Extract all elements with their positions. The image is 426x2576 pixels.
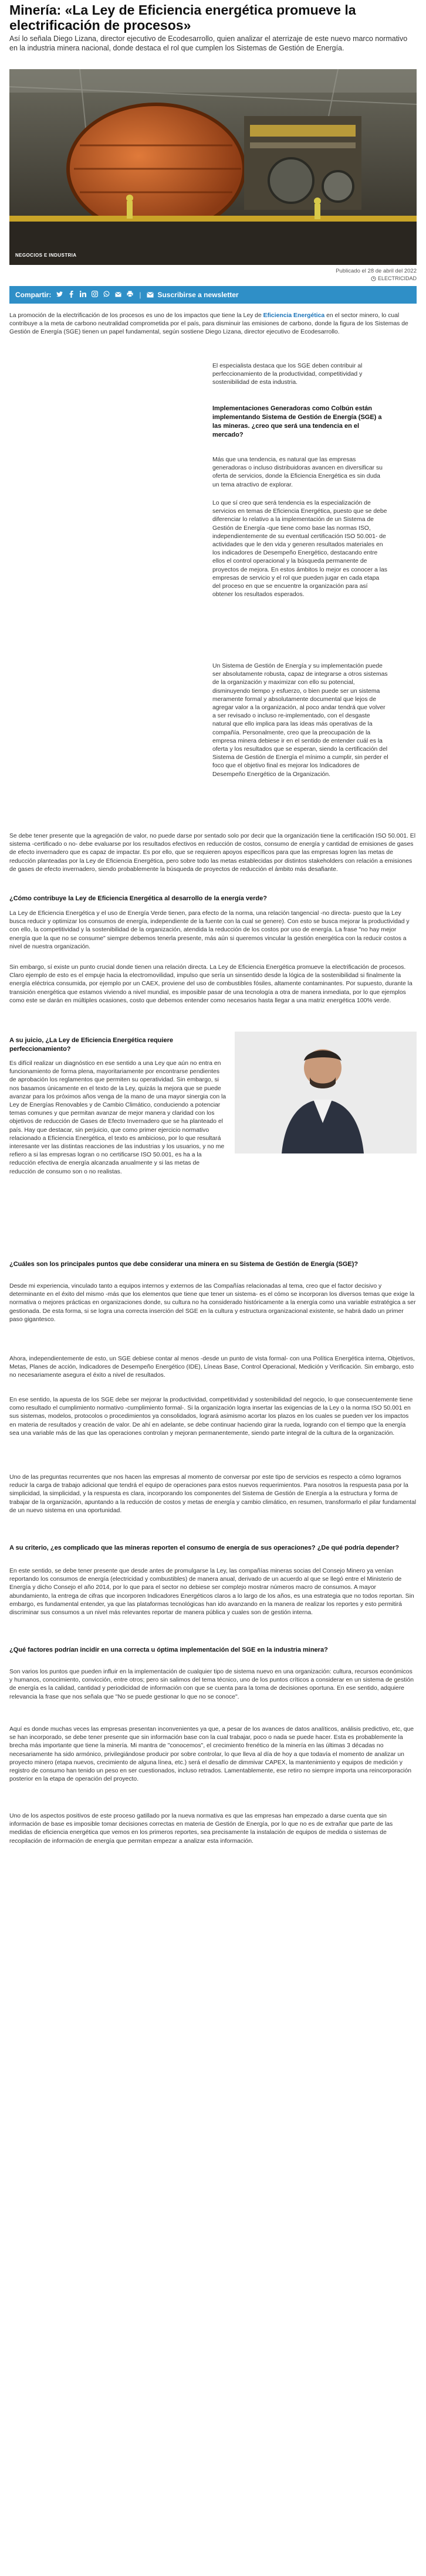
- paragraph-trend: Más que una tendencia, es natural que las empresas generadoras o incluso distribuidoras avancen en diversificar su oferta de servicios, donde la Eficiencia Energética es sin duda un tema atractivo de explorar.: [212, 457, 383, 488]
- instagram-icon[interactable]: [91, 291, 98, 299]
- paragraph-sge-implementation: Un Sistema de Gestión de Energía y su implementación puede ser absolutamente robusta, capaz de integrarse a otros sistemas de la organización y maximizar con ello su potencial, disminuyendo tiempo y esfuerzo, o bien puede ser un sistema meramente formal y absolutamente documental que lejos de agregar valor a la organización, al poco andar tendrá que volver a ser revisado o incluso re-implementado, con el desgaste natural que ello implica para las ideas más operativas de la compañía. Personalmente, creo que la preocupación de la empresa minera debiese ir en el sentido de entender cuál es la oferta y los resultados que se esperan, siendo la certificación del Sistema de Gestión de Energía el mínimo a cumplir, sin perder el foco que el objetivo final es mejorar los Indicadores de Desempeño Energético de la Organización.: [212, 663, 388, 778]
- paragraph-information-gap: Aquí es donde muchas veces las empresas presentan inconvenientes ya que, a pesar de los avances de datos analíticos, análisis predictivo, etc, que se han incorporado, se debe tener presente que sin información base con la cual trabajar, poco o nada se puede hacer. Esta es probablemente la brecha más importante que tiene la minería. Mi mantra de "conocemos", el crecimiento frenético de la minería en las últimas 3 décadas no necesariamente ha sido armónico, privilegiándose producir por sobre controlar, lo que lleva al día de hoy a que todavía el momento de analizar un proyecto minero (etapa nuevos, crecimiento de alguna línea, etc.) será el desafío de dimmivar CAPEX, la mantenimiento y equipos de medición y registro de consumo han tenido un peso en ser cuestionados, incluso retrados. Lamentablemente, ese retiro no siempre importa una reincorporación posterior en la etapa de operación del proyecto.: [9, 1726, 414, 1783]
- image-caption: NEGOCIOS E INDUSTRIA: [15, 253, 77, 258]
- paragraph-workload: Uno de las preguntas recurrentes que nos hacen las empresas al momento de conversar por este tipo de servicios es respecto a cómo lograrnos reducir la carga de trabajo adicional que tendrá el equipo de operaciones para estos nuevos requerimientos. Para nosotros la respuesta pasa por la simplicidad, la simplicidad, y la respuesta es clara, incorporando los componentes del Sistema de Gestión de Energía a la estructura y forma de trabajar de la organización, apuntando a la reducción de costos y metas de energía y cambio climático, en resumen, transformarlo el pilar fundamental de un nuevo sistema en una oportunidad.: [9, 1474, 417, 1514]
- share-icons: [56, 291, 133, 300]
- category-label: ELECTRICIDAD: [377, 275, 417, 281]
- envelope-icon: [147, 292, 154, 298]
- person-silhouette: [235, 1032, 417, 1153]
- paragraph-improvement: Es difícil realizar un diagnóstico en ese sentido a una Ley que aún no entra en funcionamiento de forma plena, mayoritariamente por encontrarse pendientes de aprobación los reglamentos que permiten su operatividad. Sin embargo, si nos basamos únicamente en el texto de la Ley, quizás la mejora que se puede avanzar para los próximos años venga de la mano de una mayor sinergia con la Ley de Energías Renovables y de Cambio Climático, conduciendo a potenciar temas comunes y que permitan avanzar de mejor manera y claridad con los objetivos de reducción de Gases de Efecto Invernadero que se ha planteado el país. Hay que destacar, sin perjuicio, que como primer ejercicio normativo relacionado a Eficiencia Energética, el texto es ambicioso, por lo que resultará interesante ver las distintas reacciones de las industrias y los usuarios, y no me refiero a si las empresas logran o no certificarse ISO 50.001, es ha a la reducción efectiva de energía alcanzada anualmente y si las metas de reducción de consumo son o no realistas.: [9, 1060, 226, 1175]
- paragraph-intro: [9, 312, 417, 337]
- article-lead: Así lo señala Diego Lizana, director ejecutivo de Ecodesarrollo, quien analizar el aterrizaje de este nuevo marco normativo en la industria minera nacional, donde destaca el rol que cumplen los Sistemas de Gestión de Energía.: [9, 35, 408, 52]
- paragraph-value-add: Se debe tener presente que la agregación de valor, no puede darse por sentado solo por decir que la organización tiene la certificación ISO 50.001. El sistema -certificado o no- debe evaluarse por los resultados efectivos en reducción de costos, consumo de energía y cantidad de emisiones de gases de efecto invernadero que es capaz de impactar. Es por ello, que se requieren apoyos específicos para que las empresas logren las metas de reducción planteadas por la Ley de Eficiencia Energética, pero sobre todo las metas establecidas por distintos stakeholders con relación a emisiones de gases de efecto invernadero, siendo probablemente la búsqueda de proyectos de reducción el ámbito más desafiante.: [9, 833, 416, 873]
- category-badge[interactable]: [371, 275, 417, 283]
- paragraph-specialist: El especialista destaca que los SGE deben contribuir al perfeccionamiento de la productividad, competitividad y sostenibilidad de esta industria.: [212, 363, 363, 386]
- article-meta: [336, 267, 417, 284]
- paragraph-specialization: Lo que sí creo que será tendencia es la especialización de servicios en temas de Eficiencia Energética, puesto que se debe diferenciar lo relativo a la implementación de un Sistema de Gestión de Energía -que tiene como base las normas ISO, independientemente de su eventual certificación ISO 50.001- de actividades que le den vida y generen resultados materiales en los indicadores de Desempeño Energético, destacando entre ellos el control operacional y la búsqueda permanente de proyectos de mejora. En estos ámbitos lo mejor es conocer a las empresas de servicio y el rol que pueden jugar en cada etapa del proceso en que se encuentre la organización para así obtener los resultados esperados.: [212, 500, 388, 598]
- question-generators: Implementaciones Generadoras como Colbún están implementando Sistema de Gestión de Energía (SGE) a las mineras. ¿creo que será una tendencia en el mercado?: [212, 405, 382, 438]
- separator: |: [139, 291, 141, 299]
- paragraph-experience: Desde mi experiencia, vinculado tanto a equipos internos y externos de las Compañías relacionadas al tema, creo que el factor decisivo y determinante en el éxito del mismo -más que los elementos que tiene que tener un sistema- es el cómo se incorporan los diversos temas que exige la normativa o mejores prácticas en organizaciones donde, su cultura no ha considerado históricamente a la energía como una variable estratégica a ser gestionada. De esta forma, si se logra una correcta inserción del SGE en la cultura y estructura organizacional existente, se habrá dado un primer paso gigantesco.: [9, 1283, 416, 1323]
- article-title: Minería: «La Ley de Eficiencia energética promueve la electrificación de procesos»: [9, 2, 356, 33]
- print-icon[interactable]: [126, 291, 133, 299]
- mining-plant-illustration: [9, 69, 417, 265]
- paragraph-reporting: En este sentido, se debe tener presente que desde antes de promulgarse la Ley, las compañías mineras socias del Consejo Minero ya venían reportando los consumos de energía (electricidad y combustibles) de manera anual, derivado de un acuerdo al que se llegó entre el Ministerio de Energía y dicho Consejo el año 2014, por lo que para el sector no debiese ser complejo mostrar números macro de consumos. A mayor abundamiento, la entrega de cifras que incorporen Indicadores Energéticos claros a lo largo de los años, es una estrategia que no todos reportan. Sin embargo, es fundamental entender, ya que las plataformas tecnológicas han ido avanzando en la manera de realizar los reportes y esto permitirá discriminar sus consumos a un nivel más relevantes reportar de manera pública y cuales son de gestión interna.: [9, 1568, 414, 1617]
- question-key-points: ¿Cuáles son los principales puntos que debe considerar una minera en su Sistema de Gestión de Energía (SGE)?: [9, 1261, 359, 1268]
- portrait-photo: [235, 1032, 417, 1153]
- whatsapp-icon[interactable]: [103, 291, 110, 299]
- paragraph-intro-a: La promoción de la electrificación de los procesos es uno de los impactos que tiene la Ley de: [9, 312, 262, 319]
- question-green-energy: ¿Cómo contribuye la Ley de Eficiencia Energética al desarrollo de la energía verde?: [9, 895, 267, 902]
- share-bar: [9, 286, 417, 304]
- paragraph-factors: Son varios los puntos que pueden influir en la implementación de cualquier tipo de sistema nuevo en una organización: cultura, recursos económicos y humanos, conocimiento, convicción, entre otros; pero sin salimos del tema técnico, uno de los puntos críticos a considerar en un sistema de gestión de energía es la calidad, cantidad y periodicidad de información con que se cuenta para la toma de decisiones oportuna. En ese sentido, adquiere relevancia la frase que nos señala que "No se puede gestionar lo que no se conoce".: [9, 1669, 414, 1700]
- paragraph-electrification: Sin embargo, sí existe un punto crucial donde tienen una relación directa. La Ley de Eficiencia Energética promueve la electrificación de procesos. Claro ejemplo de esto es el empuje hacia la electromovilidad, impulso que sería un sinsentido desde la lógica de la sostenibilidad si finalmente la energía eléctrica consumida, por ejemplo por un CAEX, proviene del uso de combustibles fósiles, altamente contaminantes. Por supuesto, durante la transición energética que estamos viviendo a nivel mundial, es imposible pasar de una tecnología a otra de manera inmediata, por lo que ejemplos como este se darán en múltiples ocasiones, costo que debemos entender como necesarios hasta llegar a una matriz energética 100% verde.: [9, 964, 413, 1004]
- paragraph-formal: Ahora, independientemente de esto, un SGE debiese contar al menos -desde un punto de vista formal- con una Política Energética interna, Objetivos, Metas, Planes de acción, Indicadores de Desempeño Energético (IDE), Líneas Base, Control Operacional, Medición y Verificación. Sin embargo, esto no necesariamente asegura el éxito a nivel de resultados.: [9, 1356, 415, 1379]
- paragraph-positive-aspects: Uno de los aspectos positivos de este proceso gatillado por la nueva normativa es que las empresas han empezado a darse cuenta que sin información de base es imposible tomar decisiones correctas en materia de Gestión de Energía, por lo que no es de extrañar que parte de las medidas de eficiencia energética que vemos en los primeros reportes, sea precisamente la instalación de equipos de medida o sistemas de recopilación de información de energía que permitan empezar a analizar esta información.: [9, 1813, 393, 1845]
- question-improvement: A su juicio, ¿La Ley de Eficiencia Energética requiere perfeccionamiento?: [9, 1037, 173, 1053]
- subscribe-newsletter-button[interactable]: [147, 291, 238, 299]
- facebook-icon[interactable]: [67, 291, 75, 300]
- question-reporting: A su criterio, ¿es complicado que las mineras reporten el consumo de energía de sus operaciones? ¿De qué podría depender?: [9, 1544, 400, 1551]
- share-label: Compartir:: [15, 291, 52, 299]
- subscribe-label: Suscribirse a newsletter: [157, 291, 239, 299]
- question-factors: ¿Qué factores podrían incidir en una correcta u óptima implementación del SGE en la industria minera?: [9, 1646, 328, 1653]
- twitter-icon[interactable]: [56, 291, 63, 299]
- linkedin-icon[interactable]: [79, 291, 86, 299]
- publish-date: Publicado el 28 de abril del 2022: [336, 268, 417, 274]
- paragraph-productivity: En ese sentido, la apuesta de los SGE debe ser mejorar la productividad, competitividad y sostenibilidad del negocio, lo que consecuentemente tiene como resultado el cumplimiento normativo -cumplimiento formal-. Si la organización logra insertar las exigencias de la Ley o la norma ISO 50.001 en sus sistemas, modelos, protocolos o procedimientos ya consolidados, logrará asimismo acortar los plazos en los cuales se pueden ver los impactos en materia de resultados y creación de valor. De ahí en adelante, se debe continuar haciendo girar la rueda, logrando con el tiempo que la energía sea una variable más de las que las operaciones controlan y mejoran permanentemente, siendo parte integral de la cultura de la organización.: [9, 1397, 413, 1437]
- hero-image: [9, 69, 417, 265]
- paragraph-intro-b: en el sector minero, lo cual contribuye a la meta de carbono neutralidad comprometida por el país, para disminuir las emisiones de carbono, donde la figura de los Sistemas de Gestión de Energía (SGE) tienen un papel fundamental, según sostiene Diego Lizana, director ejecutivo de Ecodesarrollo.: [9, 312, 408, 336]
- paragraph-green-energy: La Ley de Eficiencia Energética y el uso de Energía Verde tienen, para efecto de la norma, una relación tangencial -no directa- puesto que la Ley busca reducir y optimizar los consumos de energía, independiente de la fuente con la cual se genere). Con esto se busca mejorar la productividad y con ello, la competitividad y la sostenibilidad de la organización, atendida la reducción de los costos por uso de energía. La frase "no hay mejor energía que la que no se consume" siempre debemos tenerla presente, más aún si queremos vincular la gestión energética con la reducir costos a nivel de nuestra organización.: [9, 910, 410, 950]
- efficiency-law-link[interactable]: Eficiencia Energética: [263, 312, 325, 319]
- email-icon[interactable]: [114, 291, 121, 299]
- clock-icon: [371, 276, 376, 281]
